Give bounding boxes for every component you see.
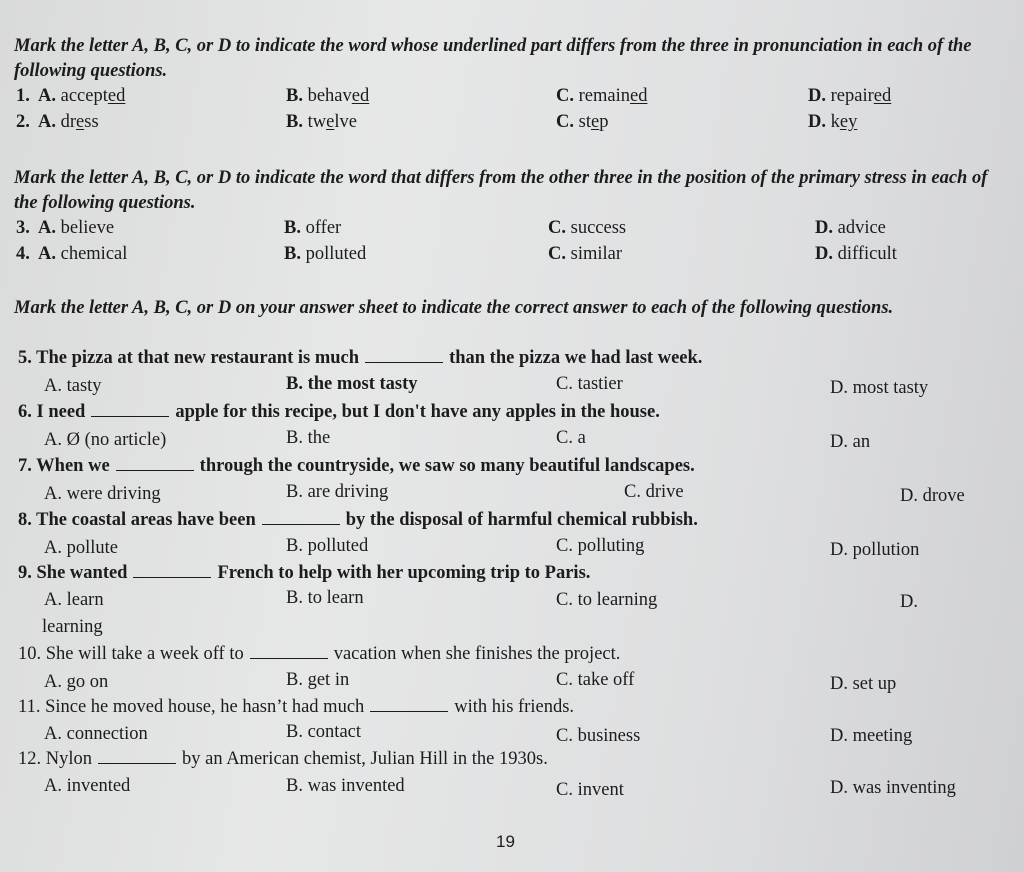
option-b: B. twelve — [286, 112, 357, 132]
answer-blank — [91, 402, 169, 417]
answer-blank — [262, 510, 340, 525]
option-c: C. success — [548, 218, 627, 238]
option-a: A. dress — [38, 112, 99, 132]
option-a: A. Ø (no article) — [44, 430, 167, 450]
option-b: B. behaved — [286, 86, 370, 106]
question-6: 6. I need apple for this recipe, but I don't have any apples in the house. — [18, 402, 660, 422]
answer-blank — [365, 348, 443, 363]
option-b: B. polluted — [286, 536, 369, 556]
option-a: A. go on — [44, 672, 109, 692]
option-a: A. accepted — [38, 86, 126, 106]
option-a: A. believe — [38, 218, 115, 238]
option-d: D. set up — [830, 674, 897, 694]
option-d: D. meeting — [830, 726, 913, 746]
option-c: C. business — [556, 726, 641, 746]
question-row-1 — [14, 86, 1014, 112]
section3-instruction: Mark the letter A, B, C, or D on your answer sheet to indicate the correct answer to each of the following questions. — [14, 298, 894, 318]
option-c: C. a — [556, 428, 586, 448]
option-d: D. advice — [815, 218, 886, 238]
option-a: A. invented — [44, 776, 131, 796]
question-10: 10. She will take a week off to vacation when she finishes the project. — [18, 644, 621, 664]
option-b: B. polluted — [284, 244, 367, 264]
option-b: B. are driving — [286, 482, 389, 502]
option-d: D. pollution — [830, 540, 920, 560]
question-row-2 — [14, 112, 1014, 138]
option-a: A. learn — [44, 590, 104, 610]
option-a: A. were driving — [44, 484, 161, 504]
option-d: D. most tasty — [830, 378, 929, 398]
answer-blank — [133, 563, 211, 578]
answer-blank — [250, 644, 328, 659]
option-b: B. offer — [284, 218, 342, 238]
option-d: D. drove — [900, 486, 965, 506]
question-number: 1. — [16, 86, 30, 106]
option-b: B. get in — [286, 670, 350, 690]
question-5: 5. The pizza at that new restaurant is much than the pizza we had last week. — [18, 348, 703, 368]
question-number: 4. — [16, 244, 30, 264]
question-9: 9. She wanted French to help with her upcoming trip to Paris. — [18, 563, 591, 583]
question-12: 12. Nylon by an American chemist, Julian Hill in the 1930s. — [18, 749, 548, 769]
question-row-3 — [14, 218, 1014, 244]
option-c: C. polluting — [556, 536, 645, 556]
question-11: 11. Since he moved house, he hasn’t had much with his friends. — [18, 697, 575, 717]
section1-instruction: Mark the letter A, B, C, or D to indicate the word whose underlined part differs from the three in pronunciation in each of the following questions. — [14, 36, 972, 81]
option-c: C. invent — [556, 780, 624, 800]
option-b: B. contact — [286, 722, 362, 742]
option-b: B. the — [286, 428, 331, 448]
option-c: C. remained — [556, 86, 648, 106]
option-d-continued: learning — [42, 617, 103, 637]
question-number: 3. — [16, 218, 30, 238]
answer-blank — [116, 456, 194, 471]
option-b: B. to learn — [286, 588, 364, 608]
question-number: 2. — [16, 112, 30, 132]
option-d: D. repaired — [808, 86, 892, 106]
option-b: B. was invented — [286, 776, 405, 796]
option-d: D. — [900, 592, 918, 612]
option-c: C. step — [556, 112, 609, 132]
option-b: B. the most tasty — [286, 374, 418, 394]
option-a: A. tasty — [44, 376, 102, 396]
option-c: C. to learning — [556, 590, 658, 610]
question-row-4 — [14, 244, 1014, 270]
option-d: D. difficult — [815, 244, 897, 264]
section2-instruction: Mark the letter A, B, C, or D to indicate the word that differs from the other three in the position of the primary stress in each of the following questions. — [14, 168, 988, 213]
option-c: C. drive — [624, 482, 684, 502]
option-c: C. tastier — [556, 374, 623, 394]
answer-blank — [370, 697, 448, 712]
answer-blank — [98, 749, 176, 764]
option-d: D. was inventing — [830, 778, 956, 798]
option-a: A. pollute — [44, 538, 118, 558]
option-d: D. key — [808, 112, 858, 132]
option-a: A. chemical — [38, 244, 128, 264]
page-number: 19 — [496, 832, 515, 851]
option-d: D. an — [830, 432, 871, 452]
question-7: 7. When we through the countryside, we saw so many beautiful landscapes. — [18, 456, 695, 476]
option-c: C. similar — [548, 244, 623, 264]
question-8: 8. The coastal areas have been by the disposal of harmful chemical rubbish. — [18, 510, 698, 530]
option-a: A. connection — [44, 724, 148, 744]
option-c: C. take off — [556, 670, 635, 690]
